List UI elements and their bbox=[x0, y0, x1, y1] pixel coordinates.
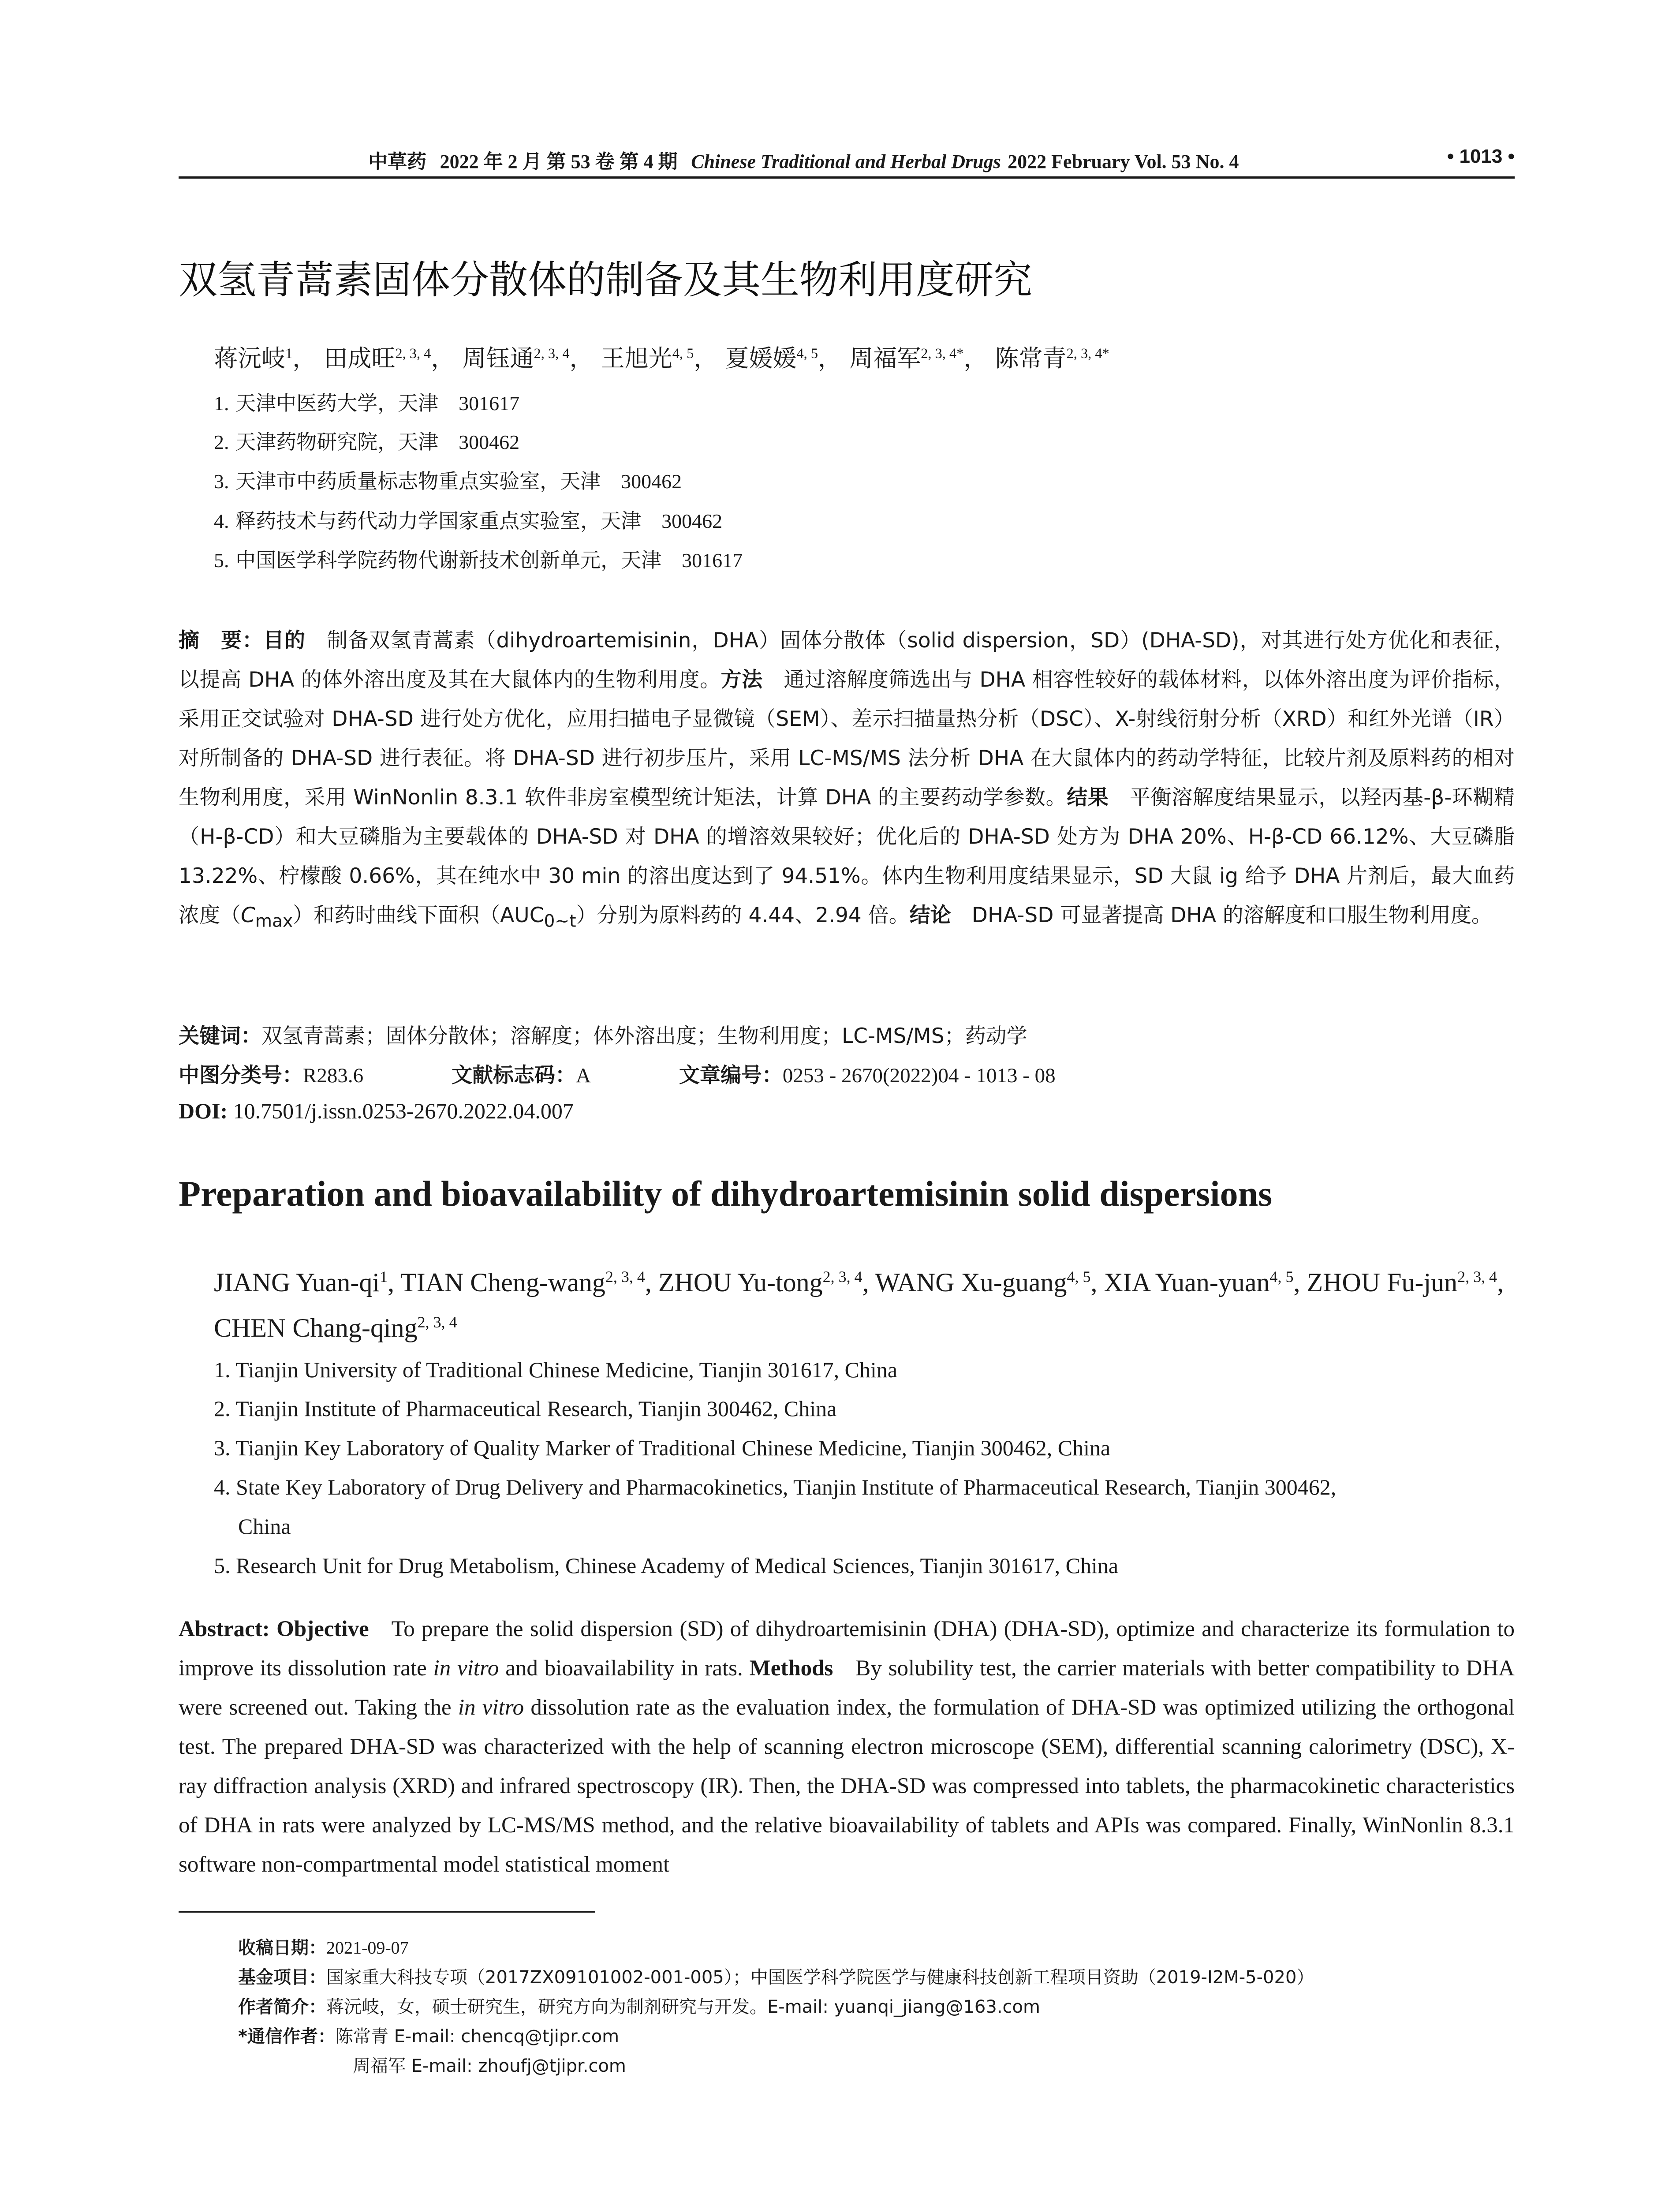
classification-line bbox=[179, 1059, 1056, 1088]
results-text: ）和药时曲线下面积（AUC bbox=[293, 903, 544, 927]
author-sup: 4, 5 bbox=[1269, 1268, 1294, 1286]
affiliation-en-5: 5. Research Unit for Drug Metabolism, Chinese Academy of Medical Sciences, Tianjin 301617, China bbox=[214, 1553, 1119, 1578]
affiliation-en-2: 2. Tianjin Institute of Pharmaceutical Research, Tianjin 300462, China bbox=[214, 1396, 837, 1421]
author-en: ZHOU Yu-tong bbox=[658, 1268, 823, 1297]
aff-code: 300462 bbox=[459, 431, 520, 453]
results-label: 结果 bbox=[1067, 785, 1109, 810]
title-cn: 双氢青蒿素固体分散体的制备及其生物利用度研究 bbox=[179, 257, 1033, 303]
affiliation-cn-2 bbox=[214, 426, 519, 455]
keywords-text: 双氢青蒿素；固体分散体；溶解度；体外溶出度；生物利用度；LC-MS/MS；药动学 bbox=[261, 1024, 1027, 1048]
abstract-en-label: Abstract: Objective bbox=[179, 1617, 369, 1641]
author-en: CHEN Chang-qing bbox=[214, 1313, 418, 1342]
objective-text: 制备双氢青蒿素（dihydroartemisinin，DHA）固体分散体（solid dispersion，SD）(DHA-SD)，对其进行处方优化和表征，以提高 DHA 的体外溶出度及其在大鼠体内的生物利用度。 bbox=[179, 628, 1515, 692]
auc-sub: 0~t bbox=[544, 911, 576, 931]
fund-text: 国家重大科技专项（2017ZX09101002-001-005）；中国医学科学院医学与健康科技创新工程项目资助（2019-I2M-5-020） bbox=[326, 1967, 1314, 1988]
journal-name-en: Chinese Traditional and Herbal Drugs bbox=[691, 151, 1001, 172]
doi-value: 10.7501/j.issn.0253-2670.2022.04.007 bbox=[233, 1099, 574, 1123]
aff-text: 释药技术与药代动力学国家重点实验室，天津 bbox=[235, 509, 642, 533]
author-sup: 2, 3, 4* bbox=[1066, 346, 1109, 362]
results-text: 平衡溶解度结果显示，以羟丙基-β-环糊精（H-β-CD）和大豆磷脂为主要载体的 DHA-SD 对 DHA 的增溶效果较好；优化后的 DHA-SD 处方为 DHA 20%、H-β-CD 66.12%、大豆磷脂 13.22%、柠檬酸 0.66%，其在纯水中 30 min 的溶出度达到了 94.51%。体内生物利用度结果显示，SD 大鼠 ig 给予 DHA 片剂后，最大血药浓度（ bbox=[179, 785, 1515, 927]
author-en: JIANG Yuan-qi bbox=[214, 1268, 380, 1297]
cmax-sub: max bbox=[255, 911, 293, 931]
methods-label: 方法 bbox=[721, 668, 763, 692]
affiliation-cn-5 bbox=[214, 544, 743, 573]
aff-num: 2. bbox=[214, 431, 229, 453]
author-en: WANG Xu-guang bbox=[875, 1268, 1067, 1297]
journal-name-cn: 中草药 bbox=[368, 150, 426, 173]
article-no-value: 0253 - 2670(2022)04 - 1013 - 08 bbox=[782, 1064, 1056, 1087]
authors-en: JIANG Yuan-$qi^1$, TIAN Cheng-wang$^{2, 3, 4}$, ZHOU Yu-tong$^{2, 3, 4}$, WANG Xu-guang$^{4, 5}$, XIA Yuan-yuan$^{4, 5}$, ZHOU Fu-jun$^{2, 3, 4}$, CHEN Chang-qing$^{2, 3, 4}$ bbox=[214, 1268, 1504, 1342]
results-text: ）分别为原料药的 4.44、2.94 倍。 bbox=[576, 903, 910, 927]
author-sup: 2, 3, 4 bbox=[395, 346, 431, 362]
title-en: Preparation and bioavailability of dihydroartemisinin solid dispersions bbox=[179, 1174, 1273, 1214]
methods-en-text: dissolution rate as the evaluation index, the formulation of DHA-SD was optimized utilizing the orthogonal test. The prepared DHA-SD was characterized with the help of scanning electron microscope (SEM), differential scanning calorimetry (DSC), X-ray diffraction analysis (XRD) and infrared spectroscopy (IR). Then, the DHA-SD was compressed into tablets, the pharmacokinetic characteristics of DHA in rats were analyzed by LC-MS/MS method, and the relative bioavailability of tablets and APIs was compared. Finally, WinNonlin 8.3.1 software non-compartmental model statistical moment bbox=[179, 1695, 1515, 1877]
author-cn: 周钰通 bbox=[462, 344, 534, 372]
abstract-label: 摘 要： bbox=[179, 628, 264, 653]
clc-value: R283.6 bbox=[303, 1064, 364, 1087]
author-cn: 夏媛媛 bbox=[725, 344, 797, 372]
doi-label: DOI: bbox=[179, 1099, 228, 1123]
author-cn: 王旭光 bbox=[601, 344, 672, 372]
affiliation-en-1: 1. Tianjin University of Traditional Chinese Medicine, Tianjin 301617, China bbox=[214, 1357, 898, 1382]
received-date: 2021-09-07 bbox=[326, 1938, 409, 1958]
authors-cn: 蒋沅岐$^1$， 田成旺$^{2, 3, 4}$， 周钰通$^{2, 3, 4}$， 王旭光$^{4, 5}$， 夏媛媛$^{4, 5}$， 周福军$^{2, 3, 4*}$， 陈常青$^{2, 3, 4*}$ bbox=[214, 344, 1109, 372]
author-bio-label: 作者简介： bbox=[238, 1997, 326, 2017]
footnote-rule bbox=[179, 1911, 595, 1913]
aff-code: 301617 bbox=[682, 549, 743, 572]
footnote-corresponding bbox=[238, 2022, 619, 2048]
received-label: 收稿日期： bbox=[238, 1938, 326, 1958]
aff-text: 天津市中药质量标志物重点实验室，天津 bbox=[235, 469, 601, 493]
author-sup: 2, 3, 4* bbox=[921, 346, 964, 362]
footnote-author bbox=[238, 1993, 1040, 2018]
aff-text: 天津中医药大学，天津 bbox=[235, 391, 439, 415]
aff-code: 300462 bbox=[621, 470, 682, 493]
author-sup: 2, 3, 4 bbox=[822, 1268, 862, 1286]
aff-text: 中国医学科学院药物代谢新技术创新单元，天津 bbox=[235, 548, 662, 572]
aff-num: 5. bbox=[214, 549, 229, 572]
affiliation-en-4-cont: China bbox=[238, 1514, 291, 1539]
issue-en: 2022 February Vol. 53 No. 4 bbox=[1008, 151, 1239, 172]
methods-en-text: By solubility test, the carrier materials with better compatibility to DHA were screened out. Taking the bbox=[179, 1656, 1515, 1720]
author-en: XIA Yuan-yuan bbox=[1104, 1268, 1270, 1297]
in-vitro-italic: in vitro bbox=[458, 1695, 524, 1720]
author-cn: 周福军 bbox=[849, 344, 921, 372]
affiliation-en-3: 3. Tianjin Key Laboratory of Quality Marker of Traditional Chinese Medicine, Tianjin 300462, China bbox=[214, 1435, 1111, 1460]
author-sup: 4, 5 bbox=[796, 346, 818, 362]
affiliation-en-4: 4. State Key Laboratory of Drug Delivery and Pharmacokinetics, Tianjin Institute of Pharmaceutical Research, Tianjin 300462, bbox=[214, 1475, 1337, 1499]
objective-label: 目的 bbox=[263, 628, 306, 653]
abstract-cn bbox=[179, 621, 1515, 941]
methods-en-label: Methods bbox=[749, 1656, 833, 1681]
author-cn: 蒋沅岐 bbox=[214, 344, 285, 372]
footnote-received bbox=[238, 1934, 409, 1959]
author-sup: 4, 5 bbox=[1067, 1268, 1091, 1286]
footnote-fund bbox=[238, 1963, 1314, 1988]
aff-num: 3. bbox=[214, 470, 229, 493]
cmax-symbol: C bbox=[241, 903, 255, 927]
author-sup: 2, 3, 4 bbox=[605, 1268, 645, 1286]
page-number: • 1013 • bbox=[1447, 146, 1515, 167]
clc-label: 中图分类号： bbox=[179, 1063, 303, 1088]
author-en: ZHOU Fu-jun bbox=[1307, 1268, 1458, 1297]
keywords-cn bbox=[179, 1020, 1027, 1049]
objective-en-text: To prepare the solid dispersion (SD) of dihydroartemisinin (DHA) (DHA-SD), optimize and characterize its formulation to improve its dissolution rate bbox=[179, 1617, 1515, 1681]
running-header-left bbox=[368, 146, 1239, 174]
conclusion-label: 结论 bbox=[909, 903, 951, 927]
doc-code-label: 文献标志码： bbox=[452, 1063, 576, 1088]
author-sup: 2, 3, 4 bbox=[1457, 1268, 1497, 1286]
aff-num: 1. bbox=[214, 392, 229, 415]
doc-code-value: A bbox=[576, 1064, 591, 1087]
issue-date-cn: 2022 年 2 月 第 53 卷 第 4 期 bbox=[440, 151, 678, 172]
author-en: TIAN Cheng-wang bbox=[400, 1268, 605, 1297]
corresponding-1: 陈常青 E-mail: chencq@tjipr.com bbox=[335, 2026, 620, 2047]
aff-text: 天津药物研究院，天津 bbox=[235, 430, 439, 454]
aff-code: 301617 bbox=[459, 392, 520, 415]
abstract-en bbox=[179, 1610, 1515, 1884]
author-bio-text: 蒋沅岐，女，硕士研究生，研究方向为制剂研究与开发。E-mail: yuanqi_jiang@163.com bbox=[326, 1997, 1040, 2017]
affiliation-cn-1 bbox=[214, 387, 519, 416]
author-sup: 1 bbox=[380, 1268, 388, 1286]
author-cn: 陈常青 bbox=[995, 344, 1067, 372]
doi-line bbox=[179, 1098, 574, 1124]
author-sup: 4, 5 bbox=[672, 346, 694, 362]
affiliation-cn-4 bbox=[214, 505, 722, 534]
running-header bbox=[179, 146, 1515, 179]
conclusion-text: DHA-SD 可显著提高 DHA 的溶解度和口服生物利用度。 bbox=[971, 903, 1492, 927]
aff-code: 300462 bbox=[661, 510, 723, 532]
article-no-label: 文章编号： bbox=[679, 1063, 783, 1088]
fund-label: 基金项目： bbox=[238, 1967, 326, 1988]
objective-en-end: and bioavailability in rats. bbox=[505, 1656, 743, 1681]
footnote-corresponding-2: 周福军 E-mail: zhoufj@tjipr.com bbox=[353, 2056, 626, 2076]
affiliation-cn-3 bbox=[214, 465, 682, 494]
author-sup: 1 bbox=[285, 346, 293, 362]
corresponding-label: *通信作者： bbox=[238, 2026, 336, 2047]
methods-text: 通过溶解度筛选出与 DHA 相容性较好的载体材料，以体外溶出度为评价指标，采用正交试验对 DHA-SD 进行处方优化，应用扫描电子显微镜（SEM）、差示扫描量热分析（DSC）、X-射线衍射分析（XRD）和红外光谱（IR）对所制备的 DHA-SD 进行表征。将 DHA-SD 进行初步压片，采用 LC-MS/MS 法分析 DHA 在大鼠体内的药动学特征，比较片剂及原料药的相对生物利用度，采用 WinNonlin 8.3.1 软件非房室模型统计矩法，计算 DHA 的主要药动学参数。 bbox=[179, 668, 1515, 810]
aff-num: 4. bbox=[214, 510, 229, 532]
in-vitro-italic: in vitro bbox=[433, 1656, 499, 1681]
author-cn: 田成旺 bbox=[324, 344, 396, 372]
author-sup: 2, 3, 4 bbox=[534, 346, 570, 362]
author-sup: 2, 3, 4 bbox=[417, 1313, 457, 1331]
keywords-label: 关键词： bbox=[179, 1024, 261, 1048]
